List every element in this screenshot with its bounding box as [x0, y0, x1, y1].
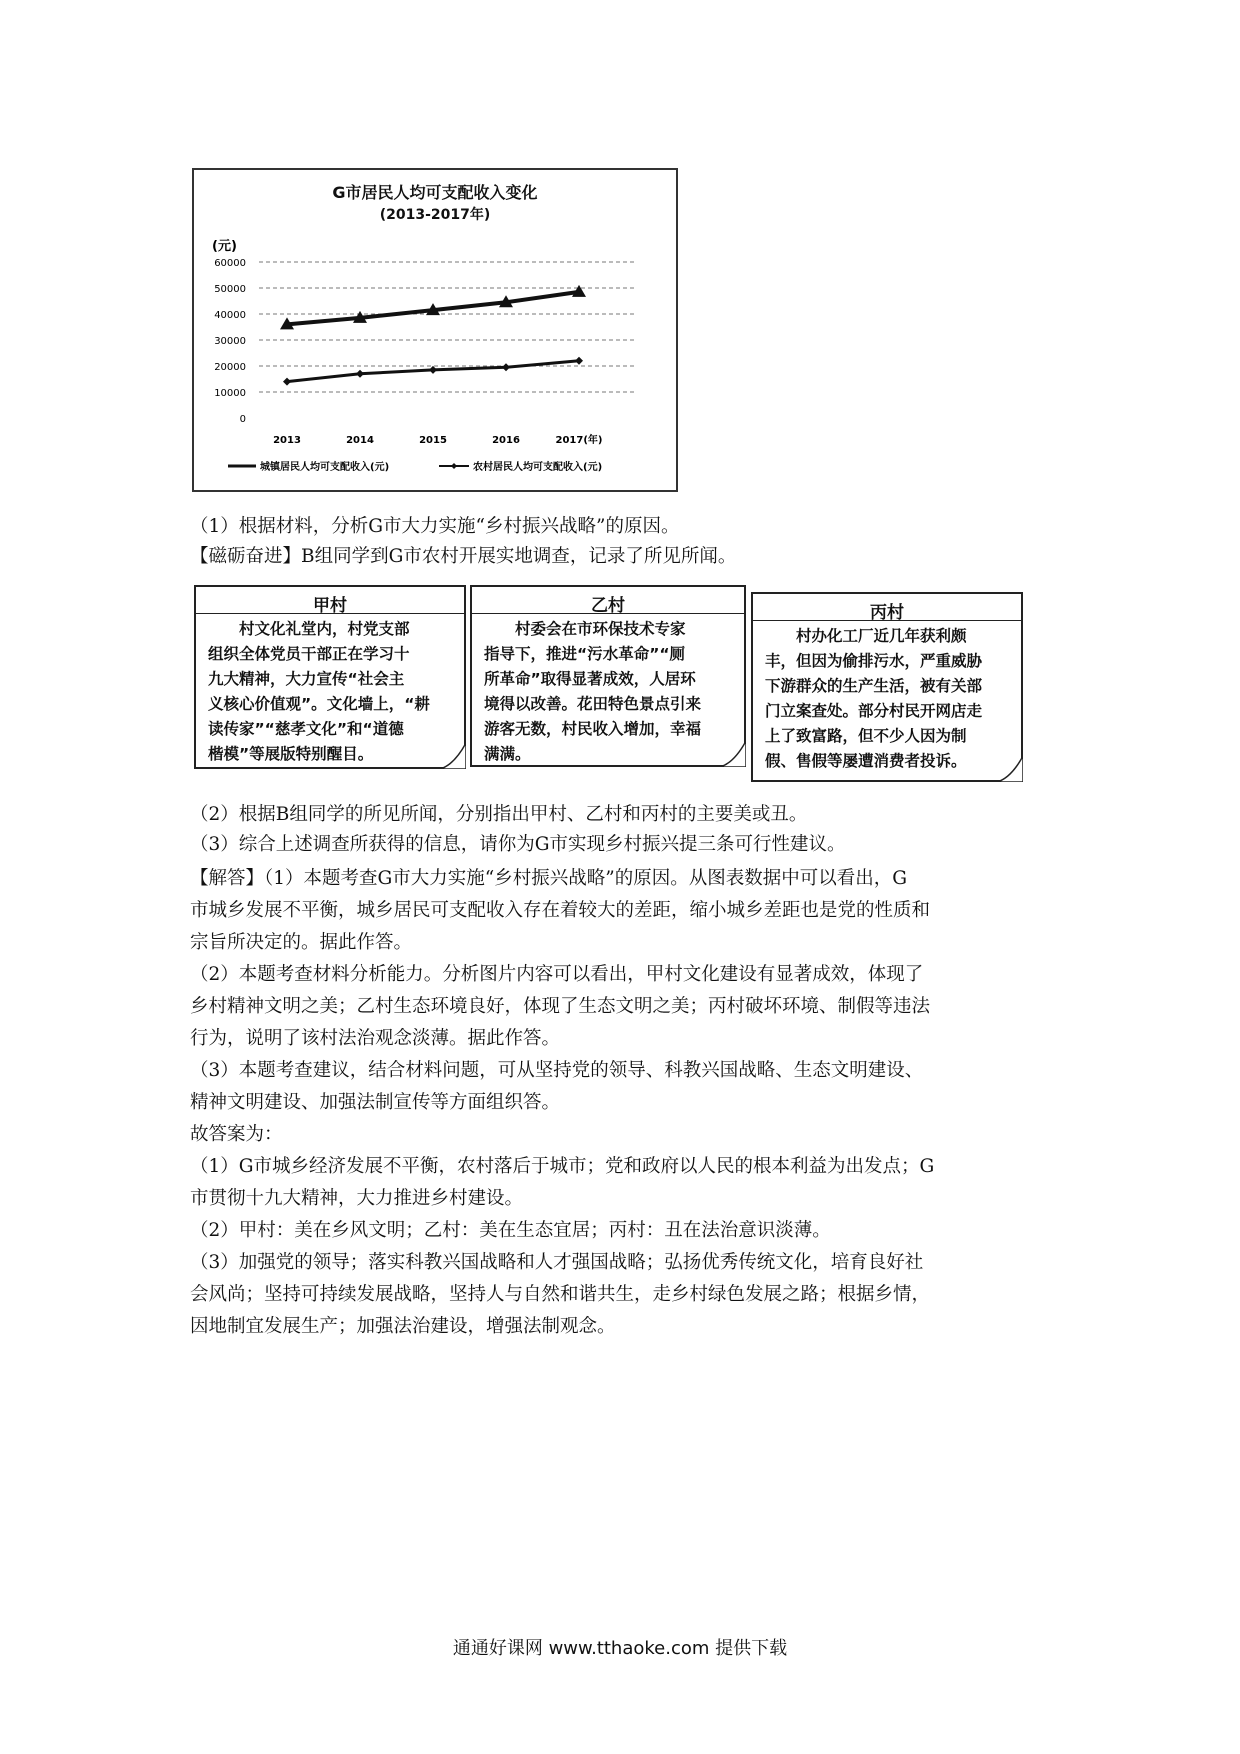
chart-subtitle: (2013-2017年) — [379, 207, 491, 223]
y-tick-label: 30000 — [214, 336, 246, 347]
x-tick-label: 2013 — [273, 435, 301, 446]
research-intro: 【磁砺奋进】B组同学到G市农村开展实地调查，记录了所见所闻。 — [190, 546, 737, 567]
answer-line: 因地制宜发展生产；加强法治建设，增强法制观念。 — [190, 1316, 616, 1337]
answer-line: 【解答】（1）本题考查G市大力实施“乡村振兴战略”的原因。从图表数据中可以看出，G — [190, 868, 907, 889]
footer-credit: 通通好课网 www.tthaoke.com 提供下载 — [452, 1638, 788, 1659]
card-body — [208, 617, 456, 767]
rural-income-point — [283, 378, 291, 386]
card-line: 门立案查处。部分村民开网店走 — [765, 702, 983, 720]
legend-label-rural: 农村居民人均可支配收入(元) — [473, 462, 603, 473]
card-line: 上了致富路，但不少人因为制 — [765, 727, 967, 745]
card-line: 境得以改善。花田特色景点引来 — [484, 695, 702, 713]
rural-income-point — [502, 363, 510, 371]
y-tick-label: 10000 — [214, 388, 246, 399]
question-3: （3）综合上述调查所获得的信息，请你为G市实现乡村振兴提三条可行性建议。 — [190, 834, 846, 855]
answer-line: 行为，说明了该村法治观念淡薄。据此作答。 — [190, 1028, 561, 1049]
card-body — [765, 624, 1013, 774]
legend-label-urban: 城镇居民人均可支配收入(元) — [260, 462, 390, 473]
y-tick-label: 0 — [239, 414, 246, 425]
page-curl-icon — [997, 756, 1023, 782]
card-line: 村办化工厂近几年获利颇 — [796, 627, 967, 645]
answer-line: （2）本题考查材料分析能力。分析图片内容可以看出，甲村文化建设有显著成效，体现了 — [190, 964, 924, 985]
question-2: （2）根据B组同学的所见所闻，分别指出甲村、乙村和丙村的主要美或丑。 — [190, 804, 808, 825]
card-title: 乙村 — [591, 596, 625, 616]
answer-line: （3）本题考查建议，结合材料问题，可从坚持党的领导、科教兴国战略、生态文明建设、 — [190, 1060, 924, 1081]
answer-line: 故答案为： — [190, 1124, 283, 1145]
card-line: 所革命”取得显著成效，人居环 — [484, 670, 696, 688]
y-axis-label: (元) — [212, 239, 237, 254]
y-tick-label: 60000 — [214, 258, 246, 269]
y-tick-label: 20000 — [214, 362, 246, 373]
page-curl-icon — [720, 741, 746, 767]
x-tick-label: 2016 — [492, 435, 520, 446]
card-line: 丰，但因为偷排污水，严重威胁 — [765, 652, 983, 670]
card-title: 甲村 — [313, 596, 347, 616]
chart-plot — [194, 170, 676, 490]
card-divider — [196, 613, 464, 614]
question-1: （1）根据材料，分析G市大力实施“乡村振兴战略”的原因。 — [190, 516, 680, 537]
answer-line: （2）甲村：美在乡风文明；乙村：美在生态宜居；丙村：丑在法治意识淡薄。 — [190, 1220, 831, 1241]
rural-income-point — [356, 370, 364, 378]
card-jia-village — [194, 585, 466, 769]
answer-line: 会风尚；坚持可持续发展战略，坚持人与自然和谐共生，走乡村绿色发展之路；根据乡情， — [190, 1284, 931, 1305]
card-line: 下游群众的生产生活，被有关部 — [765, 677, 983, 695]
card-line: 游客无数，村民收入增加，幸福 — [484, 720, 702, 738]
card-title: 丙村 — [870, 603, 904, 623]
card-line: 楷模”等展版特别醒目。 — [208, 745, 374, 763]
card-line: 指导下，推进“污水革命”“厕 — [484, 645, 686, 663]
answer-line: （3）加强党的领导；落实科教兴国战略和人才强国战略；弘扬优秀传统文化，培育良好社 — [190, 1252, 924, 1273]
answer-line: 乡村精神文明之美；乙村生态环境良好，体现了生态文明之美；丙村破坏环境、制假等违法 — [190, 996, 931, 1017]
answer-line: 宗旨所决定的。据此作答。 — [190, 932, 413, 953]
card-line: 村委会在市环保技术专家 — [515, 620, 686, 638]
x-tick-label: 2014 — [346, 435, 374, 446]
card-body — [484, 617, 736, 767]
income-chart — [192, 168, 678, 492]
y-tick-label: 50000 — [214, 284, 246, 295]
card-bing-village — [751, 592, 1023, 782]
y-tick-label: 40000 — [214, 310, 246, 321]
answer-line: （1）G市城乡经济发展不平衡，农村落后于城市；党和政府以人民的根本利益为出发点；G — [190, 1156, 935, 1177]
rural-income-point — [429, 366, 437, 374]
card-line: 读传家”“慈孝文化”和“道德 — [208, 720, 404, 738]
card-line: 义核心价值观”。文化墙上，“耕 — [208, 695, 430, 713]
card-divider — [753, 620, 1021, 621]
answer-line: 市城乡发展不平衡，城乡居民可支配收入存在着较大的差距，缩小城乡差距也是党的性质和 — [190, 900, 931, 921]
card-line: 村文化礼堂内，村党支部 — [239, 620, 410, 638]
card-line: 组织全体党员干部正在学习十 — [208, 645, 410, 663]
answer-line: 精神文明建设、加强法制宣传等方面组织答。 — [190, 1092, 561, 1113]
x-tick-label: 2017(年) — [555, 435, 603, 446]
page-curl-icon — [440, 743, 466, 769]
card-line: 假、售假等屡遭消费者投诉。 — [765, 752, 967, 770]
chart-title: G市居民人均可支配收入变化 — [332, 183, 538, 202]
card-line: 九大精神，大力宣传“社会主 — [208, 670, 405, 688]
rural-income-point — [575, 357, 583, 365]
x-tick-label: 2015 — [419, 435, 447, 446]
legend-marker-rural — [451, 463, 457, 469]
answer-line: 市贯彻十九大精神，大力推进乡村建设。 — [190, 1188, 524, 1209]
card-divider — [472, 613, 744, 614]
card-yi-village — [470, 585, 746, 767]
card-line: 满满。 — [484, 745, 531, 763]
